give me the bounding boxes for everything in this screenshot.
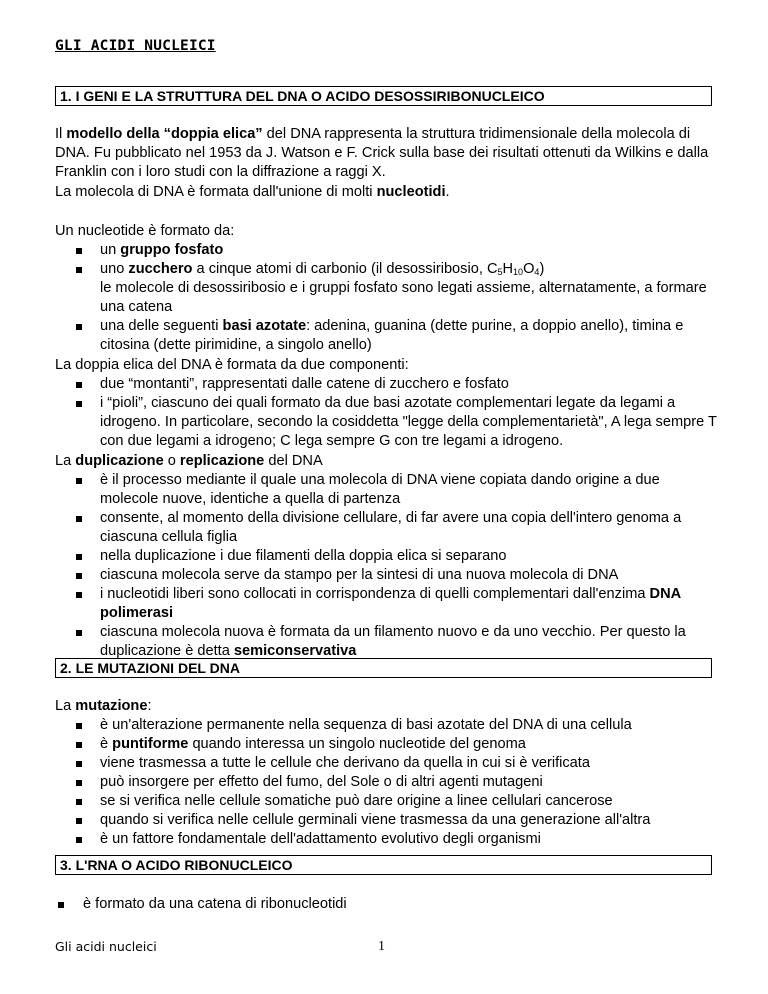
- list-item: è il processo mediante il quale una molecola di DNA viene copiata dando origine a due molecole nuove, identiche a quella di partenza: [55, 471, 717, 509]
- list-item: se si verifica nelle cellule somatiche può dare origine a linee cellulari cancerose: [55, 792, 717, 811]
- list-item: un gruppo fosfato: [55, 241, 717, 260]
- list-item: è puntiforme quando interessa un singolo nucleotide del genoma: [55, 735, 717, 754]
- list-item: viene trasmessa a tutte le cellule che derivano da quella in cui si è verificata: [55, 754, 717, 773]
- list-item: è formato da una catena di ribonucleotidi: [55, 895, 717, 914]
- double-helix-components-list: [55, 375, 717, 451]
- section-1-paragraph-1: Il modello della “doppia elica” del DNA rappresenta la struttura tridimensionale della molecola di DNA. Fu pubblicato nel 1953 da J. Watson e F. Crick sulla base dei risultati ottenuti da Wilkins e dalla Franklin con i loro studi con la diffrazione a raggi X.: [55, 126, 709, 180]
- list-item: uno zucchero a cinque atomi di carbonio (il desossiribosio, $C_5H_{10}O_4$) le molecole di desossiribosio e i gruppi fosfato sono legati assieme, alternatamente, a formare una catena: [55, 260, 717, 317]
- bullet-icon: [76, 818, 82, 824]
- bullet-icon: [76, 248, 82, 254]
- bullet-icon: [76, 592, 82, 598]
- bullet-icon: [76, 324, 82, 330]
- list-item: due “montanti”, rappresentati dalle catene di zucchero e fosfato: [55, 375, 717, 394]
- bullet-icon: [76, 478, 82, 484]
- list-item: è un'alterazione permanente nella sequenza di basi azotate del DNA di una cellula: [55, 716, 717, 735]
- mutation-list: [55, 716, 717, 849]
- section-3-heading-text: 3. L'RNA O ACIDO RIBONUCLEICO: [60, 857, 293, 873]
- section-1-paragraph-5: La duplicazione o replicazione del DNA: [55, 453, 323, 469]
- list-item: i “pioli”, ciascuno dei quali formato da due basi azotate complementari legate da legami a idrogeno. In particolare, secondo la cosiddetta "legge della complementarietà", A lega sempre T con due legami a idrogeno; C lega sempre G con tre legami a idrogeno.: [55, 394, 717, 451]
- bullet-icon: [76, 799, 82, 805]
- section-3-heading: [55, 855, 712, 875]
- bullet-icon: [76, 554, 82, 560]
- list-item: una delle seguenti basi azotate: adenina, guanina (dette purine, a doppio anello), timina e citosina (dette pirimidine, a singolo anello): [55, 317, 717, 355]
- section-1-paragraph-4: La doppia elica del DNA è formata da due componenti:: [55, 357, 409, 373]
- bullet-icon: [76, 401, 82, 407]
- document-title: GLI ACIDI NUCLEICI: [55, 38, 216, 54]
- list-item: ciascuna molecola serve da stampo per la sintesi di una nuova molecola di DNA: [55, 566, 717, 585]
- list-item: può insorgere per effetto del fumo, del Sole o di altri agenti mutageni: [55, 773, 717, 792]
- double-helix-term: modello della “doppia elica”: [66, 126, 263, 142]
- bullet-icon: [76, 382, 82, 388]
- bullet-icon: [76, 630, 82, 636]
- section-2-heading-text: 2. LE MUTAZIONI DEL DNA: [60, 660, 240, 676]
- nucleotides-term: nucleotidi: [376, 184, 446, 200]
- section-2-paragraph-1: La mutazione:: [55, 698, 152, 714]
- section-1-paragraph-2: La molecola di DNA è formata dall'unione di molti nucleotidi.: [55, 184, 450, 200]
- list-item: ciascuna molecola nuova è formata da un filamento nuovo e da uno vecchio. Per questo la duplicazione è detta semiconservativa: [55, 623, 717, 661]
- list-item: consente, al momento della divisione cellulare, di far avere una copia dell'intero genoma a ciascuna cellula figlia: [55, 509, 717, 547]
- bullet-icon: [76, 742, 82, 748]
- bullet-icon: [76, 267, 82, 273]
- list-item: è un fattore fondamentale dell'adattamento evolutivo degli organismi: [55, 830, 717, 849]
- section-1-heading: [55, 86, 712, 106]
- page-number: 1: [378, 939, 385, 954]
- list-item: quando si verifica nelle cellule germinali viene trasmessa da una generazione all'altra: [55, 811, 717, 830]
- section-2-heading: [55, 658, 712, 678]
- footer-title: Gli acidi nucleici: [55, 939, 157, 954]
- nucleotide-components-list: [55, 241, 717, 355]
- bullet-icon: [76, 837, 82, 843]
- list-item: i nucleotidi liberi sono collocati in corrispondenza di quelli complementari dall'enzima DNA polimerasi: [55, 585, 717, 623]
- bullet-icon: [76, 723, 82, 729]
- bullet-icon: [58, 902, 64, 908]
- bullet-icon: [76, 516, 82, 522]
- list-item: nella duplicazione i due filamenti della doppia elica si separano: [55, 547, 717, 566]
- section-1-heading-text: 1. I GENI E LA STRUTTURA DEL DNA O ACIDO DESOSSIRIBONUCLEICO: [60, 88, 545, 104]
- duplication-list: [55, 471, 717, 661]
- bullet-icon: [76, 780, 82, 786]
- rna-list: [55, 895, 717, 914]
- bullet-icon: [76, 761, 82, 767]
- bullet-icon: [76, 573, 82, 579]
- section-1-paragraph-3: Un nucleotide è formato da:: [55, 223, 235, 239]
